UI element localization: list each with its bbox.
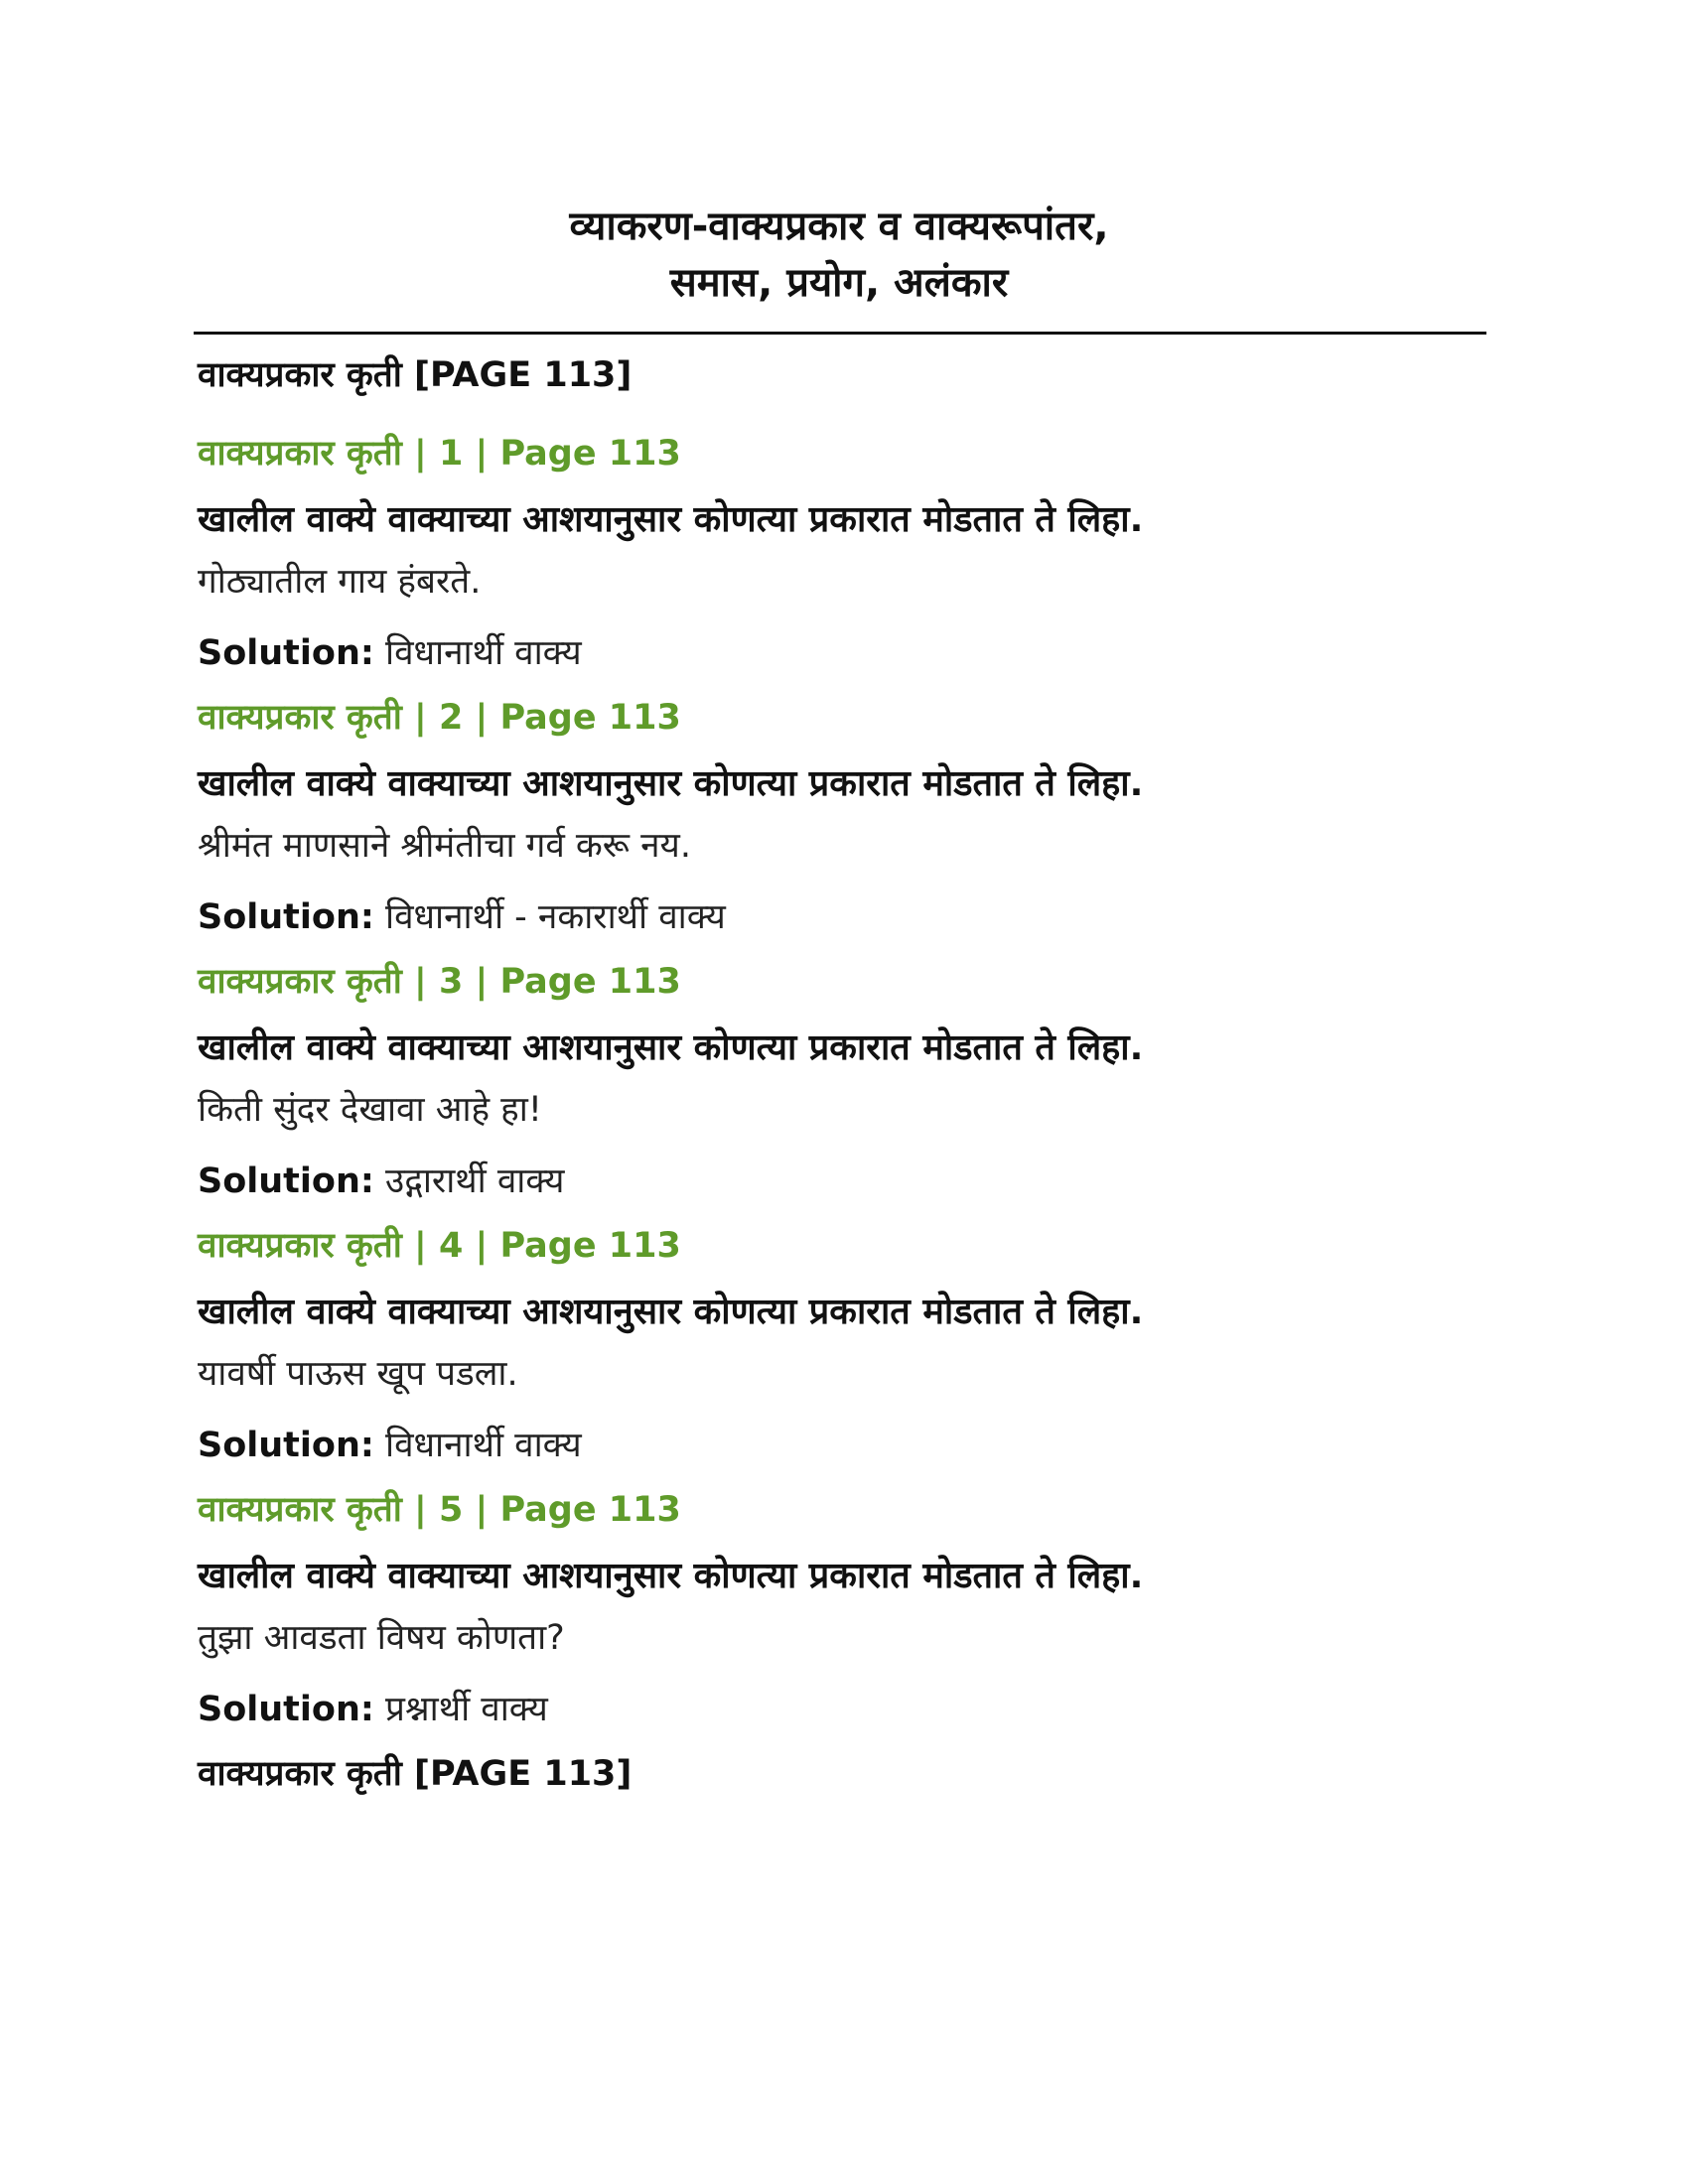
solution-label: Solution: (198, 1161, 374, 1201)
solution-text: विधानार्थी वाक्य (385, 633, 582, 673)
question-sentence: श्रीमंत माणसाने श्रीमंतीचा गर्व करू नय. (198, 826, 691, 866)
question-block (198, 433, 1488, 675)
closing-section-heading: वाक्यप्रकार कृती [PAGE 113] (198, 1754, 633, 1794)
solution-label: Solution: (198, 633, 374, 673)
question-heading: वाक्यप्रकार कृती | 2 | Page 113 (198, 698, 681, 738)
question-sentence: तुझा आवडता विषय कोणता? (198, 1618, 565, 1658)
question-block (198, 961, 1488, 1203)
solution-line (198, 1424, 1488, 1467)
solution-line (198, 1688, 1488, 1731)
solution-line (198, 1160, 1488, 1203)
title-line-2: समास, प्रयोग, अलंकार (669, 260, 1009, 306)
document-body (198, 354, 1488, 1832)
solution-label: Solution: (198, 1690, 374, 1729)
question-sentence: गोठ्यातील गाय हंबरते. (198, 562, 482, 602)
question-block (198, 1225, 1488, 1467)
solution-line (198, 895, 1488, 939)
question-instruction: खालील वाक्ये वाक्याच्या आशयानुसार कोणत्या प्रकारात मोडतात ते लिहा. (198, 1292, 1144, 1332)
solution-text: प्रश्नार्थी वाक्य (385, 1690, 548, 1729)
solution-line (198, 631, 1488, 675)
section-heading: वाक्यप्रकार कृती [PAGE 113] (198, 355, 633, 395)
solution-text: विधानार्थी वाक्य (385, 1426, 582, 1465)
solution-text: उद्गारार्थी वाक्य (385, 1161, 565, 1201)
title-line-1: व्याकरण-वाक्यप्रकार व वाक्यरूपांतर, (569, 204, 1109, 249)
question-heading: वाक्यप्रकार कृती | 3 | Page 113 (198, 962, 681, 1002)
question-instruction: खालील वाक्ये वाक्याच्या आशयानुसार कोणत्या प्रकारात मोडतात ते लिहा. (198, 1556, 1144, 1596)
question-sentence: यावर्षी पाऊस खूप पडला. (198, 1354, 518, 1394)
question-block (198, 697, 1488, 939)
document-title (194, 199, 1484, 312)
question-block (198, 1489, 1488, 1731)
title-divider (194, 332, 1486, 335)
question-sentence: किती सुंदर देखावा आहे हा! (198, 1090, 542, 1130)
question-instruction: खालील वाक्ये वाक्याच्या आशयानुसार कोणत्या प्रकारात मोडतात ते लिहा. (198, 499, 1144, 540)
question-heading: वाक्यप्रकार कृती | 5 | Page 113 (198, 1490, 681, 1530)
question-heading: वाक्यप्रकार कृती | 1 | Page 113 (198, 434, 681, 474)
solution-label: Solution: (198, 1426, 374, 1465)
question-heading: वाक्यप्रकार कृती | 4 | Page 113 (198, 1226, 681, 1266)
question-instruction: खालील वाक्ये वाक्याच्या आशयानुसार कोणत्या प्रकारात मोडतात ते लिहा. (198, 763, 1144, 804)
question-instruction: खालील वाक्ये वाक्याच्या आशयानुसार कोणत्या प्रकारात मोडतात ते लिहा. (198, 1027, 1144, 1068)
solution-label: Solution: (198, 897, 374, 937)
solution-text: विधानार्थी - नकारार्थी वाक्य (385, 897, 726, 937)
